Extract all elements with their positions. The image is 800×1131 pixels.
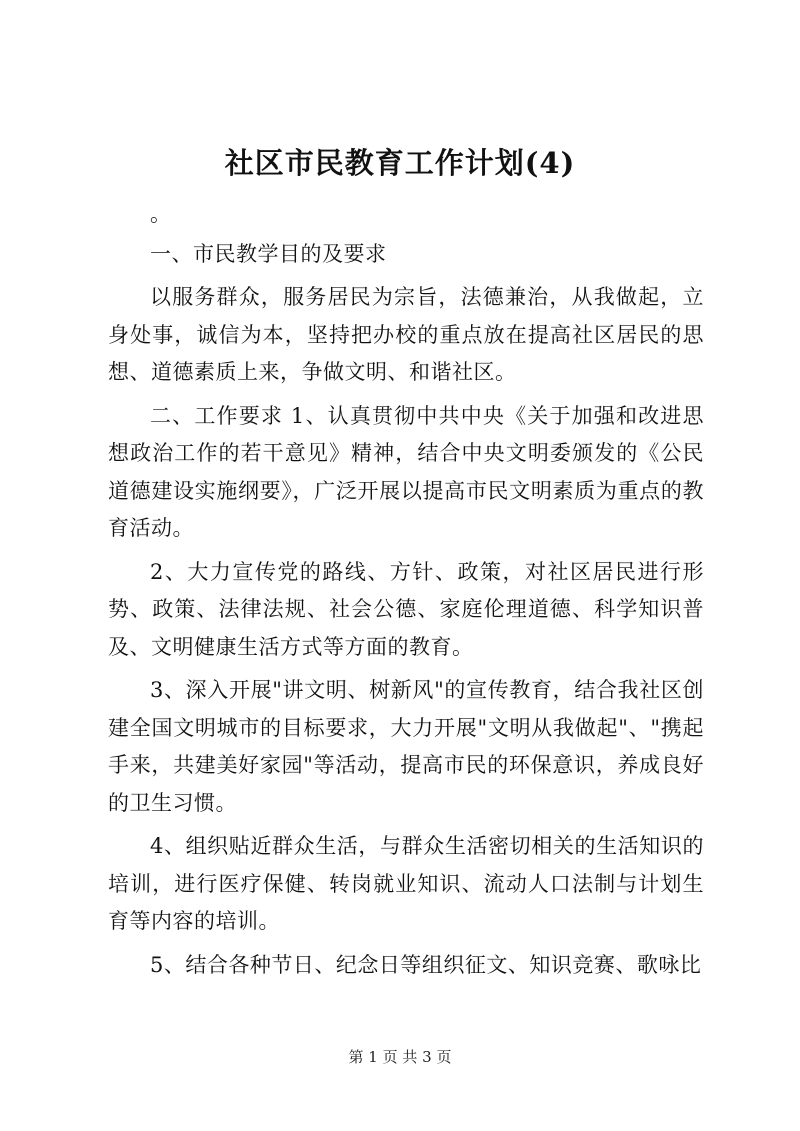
paragraph: 二、工作要求 1、认真贯彻中共中央《关于加强和改进思想政治工作的若干意见》精神，结合中央文明委颁发的《公民道德建设实施纲要》，广泛开展以提高市民文明素质为重点的教育活动。 [108,403,704,540]
paragraph: 。 [150,202,172,226]
paragraph: 以服务群众，服务居民为宗旨，法德兼治，从我做起，立身处事，诚信为本，坚持把办校的重点放在提高社区居民的思想、道德素质上来，争做文明、和谐社区。 [108,285,704,384]
document-body [108,196,704,990]
section-heading: 一、市民教学目的及要求 [150,241,387,266]
paragraph: 5、结合各种节日、纪念日等组织征文、知识竞赛、歌咏比 [150,952,702,977]
paragraph: 4、组织贴近群众生活，与群众生活密切相关的生活知识的培训，进行医疗保健、转岗就业知识、流动人口法制与计划生育等内容的培训。 [108,834,704,933]
document-title: 社区市民教育工作计划(4) [224,146,576,180]
paragraph: 2、大力宣传党的路线、方针、政策，对社区居民进行形势、政策、法律法规、社会公德、家庭伦理道德、科学知识普及、文明健康生活方式等方面的教育。 [108,559,704,659]
paragraph: 3、深入开展"讲文明、树新风"的宣传教育，结合我社区创建全国文明城市的目标要求，大力开展"文明从我做起"、"携起手来，共建美好家园"等活动，提高市民的环保意识，养成良好的卫生习惯。 [108,678,704,815]
page-footer: 第 1 页 共 3 页 [348,1048,452,1066]
